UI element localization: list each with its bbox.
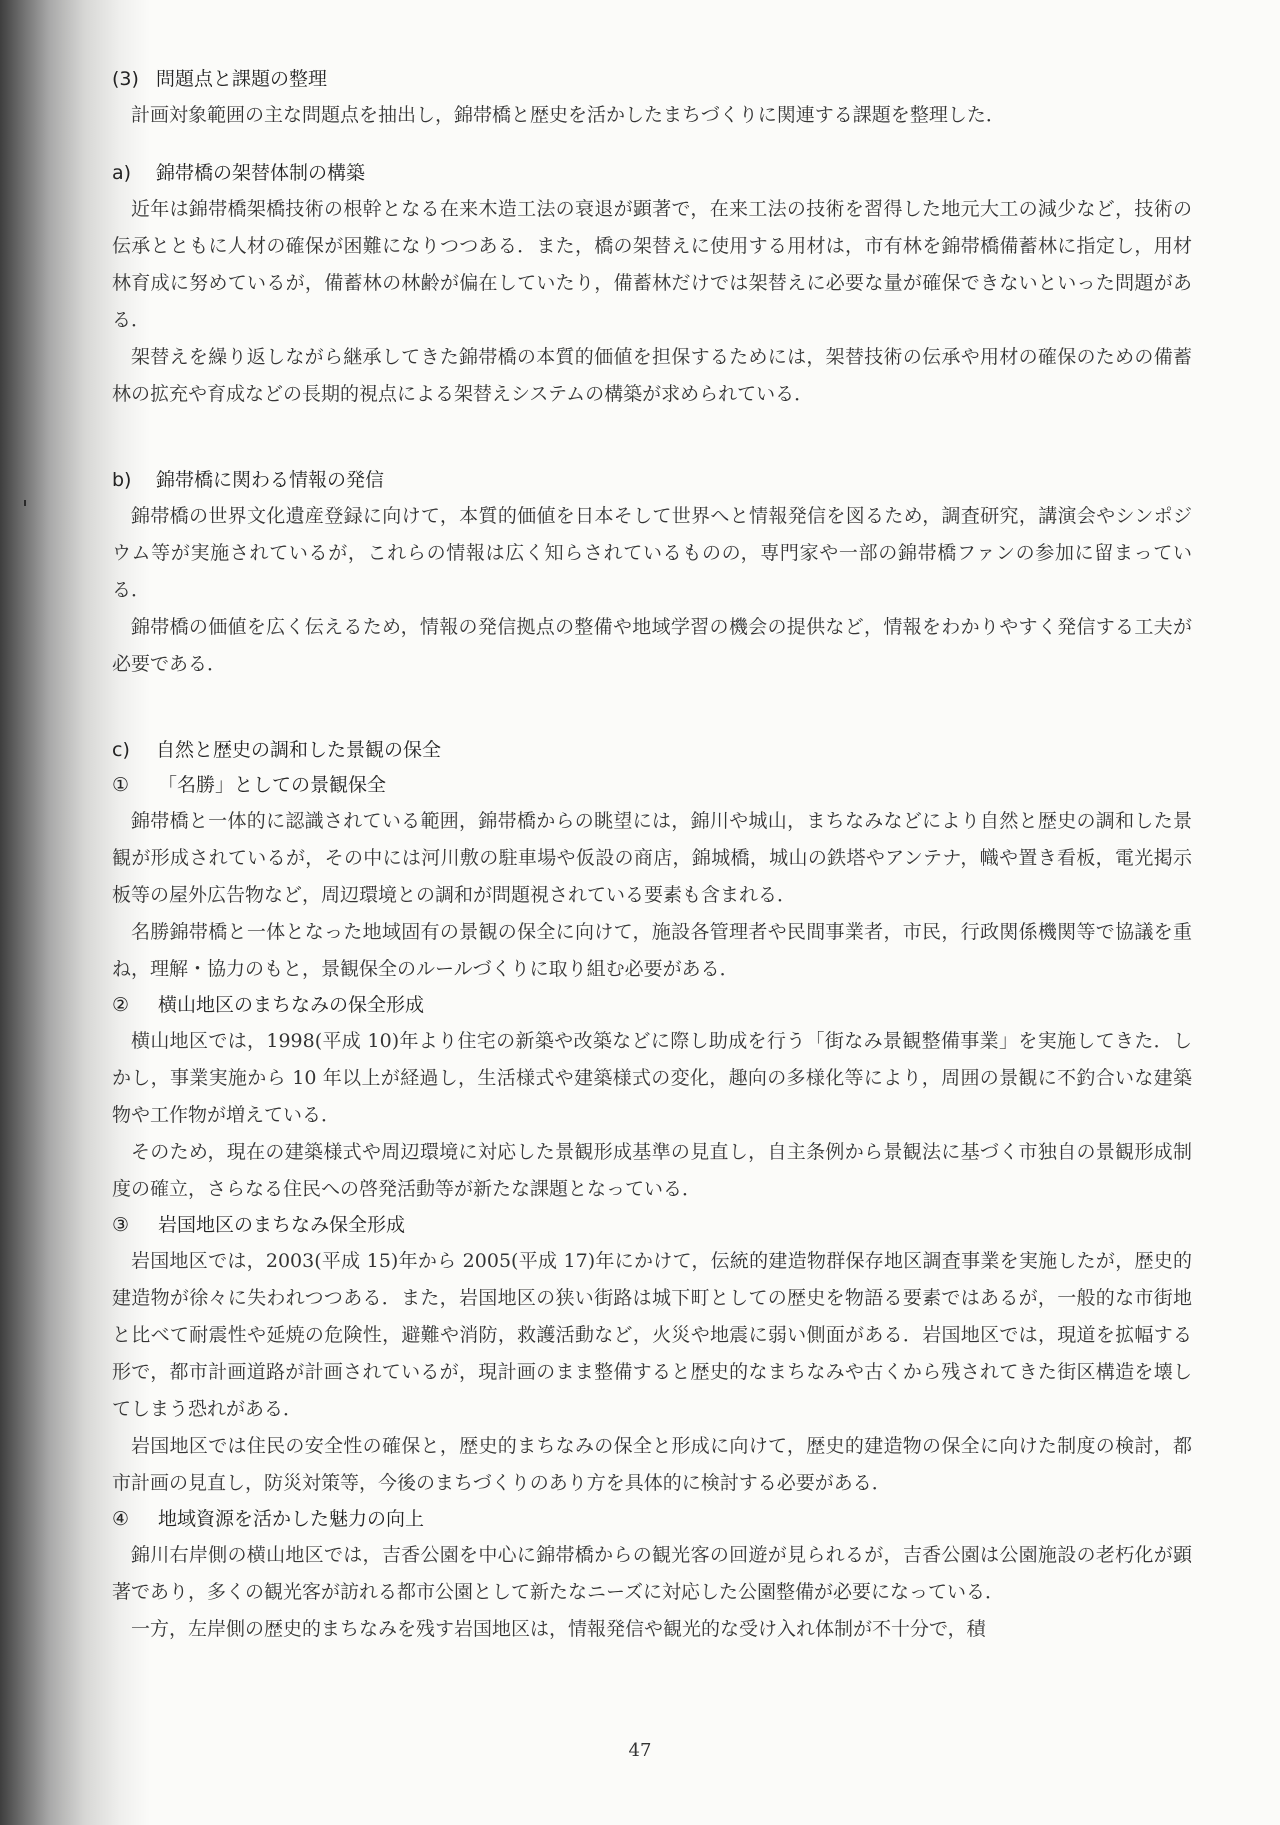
item-4-paragraph-1: 錦川右岸側の横山地区では，吉香公園を中心に錦帯橋からの観光客の回遊が見られるが，吉香公園は公園施設の老朽化が顕著であり，多くの観光客が訪れる都市公園として新たなニーズに対応した公園整備が必要になっている． <box>112 1544 1192 1603</box>
item-3-paragraph-1: 岩国地区では，2003(平成 15)年から 2005(平成 17)年にかけて，伝統的建造物群保存地区調査事業を実施したが，歴史的建造物が徐々に失われつつある．また，岩国地区の狭い街路は城下町としての歴史を物語る要素ではあるが，一般的な市街地と比べて耐震性や延焼の危険性，避難や消防，救護活動など，火災や地震に弱い側面がある．岩国地区では，現道を拡幅する形で，都市計画道路が計画されているが，現計画のまま整備すると歴史的なまちなみや古くから残されてきた街区構造を壊してしまう恐れがある． <box>112 1250 1192 1420</box>
subsection-a-heading <box>112 156 1192 191</box>
item-3-heading <box>112 1208 1192 1243</box>
section-intro: 計画対象範囲の主な問題点を抽出し，錦帯橋と歴史を活かしたまちづくりに関連する課題を整理した． <box>131 104 1005 126</box>
subsection-b-title: 錦帯橋に関わる情報の発信 <box>156 469 385 491</box>
subsection-c-title: 自然と歴史の調和した景観の保全 <box>156 739 442 761</box>
page-number: 47 <box>628 1740 652 1761</box>
page-content <box>112 62 1192 1648</box>
subsection-a-title: 錦帯橋の架替体制の構築 <box>156 162 366 184</box>
item-2-paragraph-2: そのため，現在の建築様式や周辺環境に対応した景観形成基準の見直し，自主条例から景観法に基づく市独自の景観形成制度の確立，さらなる住民への啓発活動等が新たな課題となっている． <box>112 1141 1192 1200</box>
item-2-paragraph-1: 横山地区では，1998(平成 10)年より住宅の新築や改築などに際し助成を行う「街なみ景観整備事業」を実施してきた．しかし，事業実施から 10 年以上が経過し，生活様式や建築様式の変化，趣向の多様化等により，周囲の景観に不釣合いな建築物や工作物が増えている． <box>112 1030 1192 1126</box>
subsection-c-label: c) <box>112 739 130 761</box>
subsection-b-paragraph-2: 錦帯橋の価値を広く伝えるため，情報の発信拠点の整備や地域学習の機会の提供など，情報をわかりやすく発信する工夫が必要である． <box>112 616 1192 675</box>
subsection-c-heading <box>112 733 1192 768</box>
item-3-paragraph-2: 岩国地区では住民の安全性の確保と，歴史的まちなみの保全と形成に向けて，歴史的建造物の保全に向けた制度の検討，都市計画の見直し，防災対策等，今後のまちづくりのあり方を具体的に検討する必要がある． <box>112 1435 1192 1494</box>
item-4-title: 地域資源を活かした魅力の向上 <box>158 1508 425 1530</box>
item-2-heading <box>112 988 1192 1023</box>
item-3-title: 岩国地区のまちなみ保全形成 <box>158 1214 406 1236</box>
section-heading <box>112 62 1192 97</box>
item-2-number: ② <box>112 994 130 1016</box>
subsection-a-label: a) <box>112 162 132 184</box>
item-2-title: 横山地区のまちなみの保全形成 <box>158 994 425 1016</box>
item-3-number: ③ <box>112 1214 130 1236</box>
item-4-number: ④ <box>112 1508 130 1530</box>
item-1-title: 「名勝」としての景観保全 <box>158 774 387 796</box>
subsection-a-paragraph-2: 架替えを繰り返しながら継承してきた錦帯橋の本質的価値を担保するためには，架替技術の伝承や用材の確保のための備蓄林の拡充や育成などの長期的視点による架替えシステムの構築が求められている． <box>112 346 1192 405</box>
item-1-paragraph-2: 名勝錦帯橋と一体となった地域固有の景観の保全に向けて，施設各管理者や民間事業者，市民，行政関係機関等で協議を重ね，理解・協力のもと，景観保全のルールづくりに取り組む必要がある． <box>112 921 1192 980</box>
item-4-paragraph-2: 一方，左岸側の歴史的まちなみを残す岩国地区は，情報発信や観光的な受け入れ体制が不十分で，積 <box>131 1618 986 1640</box>
subsection-b-label: b) <box>112 469 132 491</box>
subsection-a-paragraph-1: 近年は錦帯橋架橋技術の根幹となる在来木造工法の衰退が顕著で，在来工法の技術を習得した地元大工の減少など，技術の伝承とともに人材の確保が困難になりつつある．また，橋の架替えに使用する用材は，市有林を錦帯橋備蓄林に指定し，用材林育成に努めているが，備蓄林の林齢が偏在していたり，備蓄林だけでは架替えに必要な量が確保できないといった問題がある． <box>112 198 1192 331</box>
scan-mark <box>24 500 26 506</box>
section-number: (3) <box>112 68 139 90</box>
section-title: 問題点と課題の整理 <box>156 68 328 90</box>
item-1-number: ① <box>112 774 130 796</box>
item-1-paragraph-1: 錦帯橋と一体的に認識されている範囲，錦帯橋からの眺望には，錦川や城山，まちなみなどにより自然と歴史の調和した景観が形成されているが，その中には河川敷の駐車場や仮設の商店，錦城橋，城山の鉄塔やアンテナ，幟や置き看板，電光掲示板等の屋外広告物など，周辺環境との調和が問題視されている要素も含まれる． <box>112 810 1192 906</box>
item-1-heading <box>112 768 1192 803</box>
subsection-b-heading <box>112 463 1192 498</box>
subsection-b-paragraph-1: 錦帯橋の世界文化遺産登録に向けて，本質的価値を日本そして世界へと情報発信を図るため，調査研究，講演会やシンポジウム等が実施されているが，これらの情報は広く知らされているものの，専門家や一部の錦帯橋ファンの参加に留まっている． <box>112 505 1192 601</box>
item-4-heading <box>112 1502 1192 1537</box>
